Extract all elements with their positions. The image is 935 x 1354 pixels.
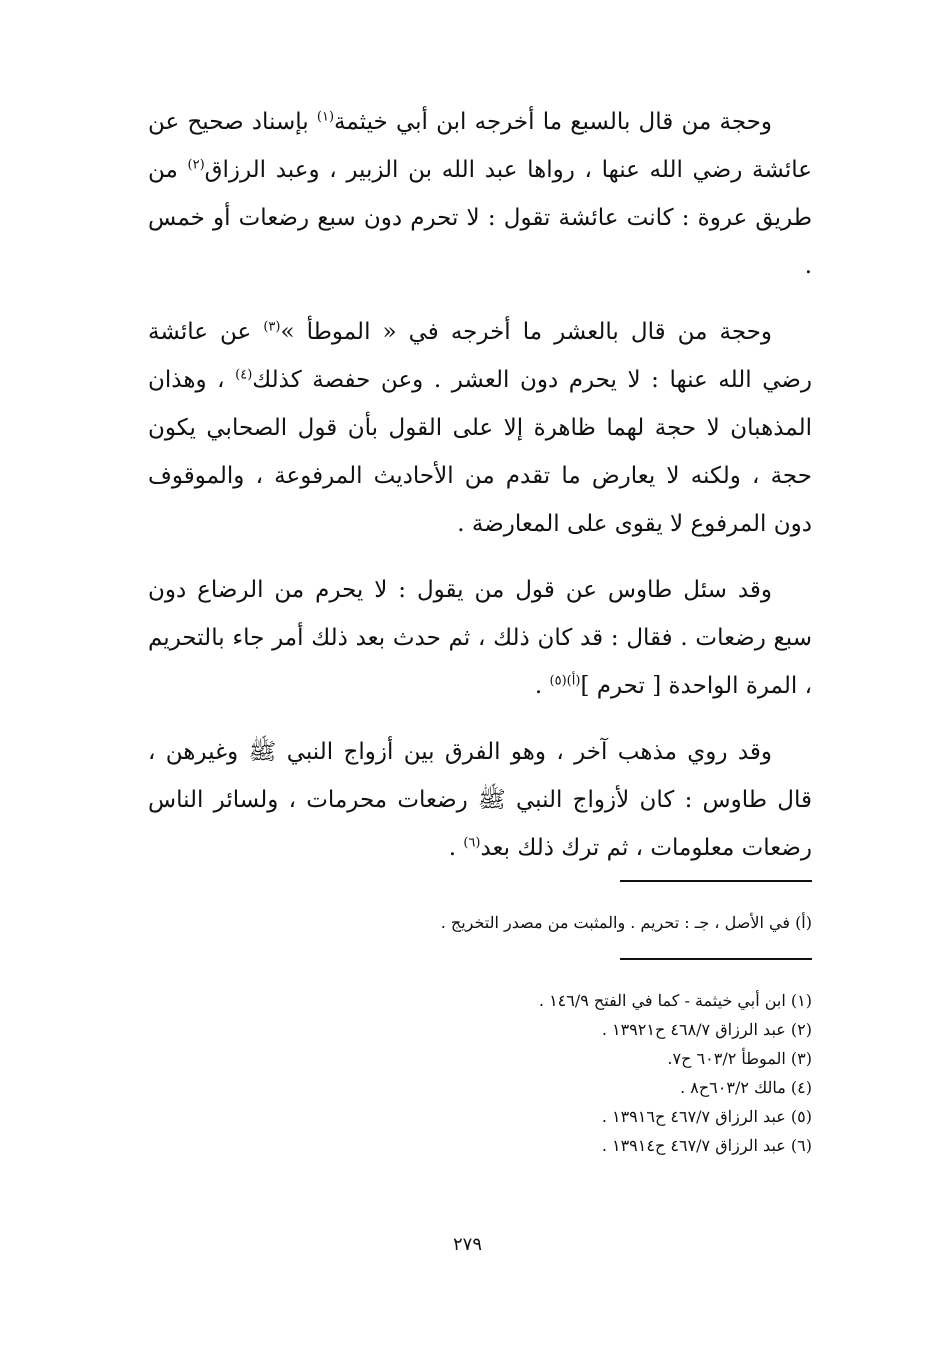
paragraph-text: وحجة من قال بالعشر ما أخرجه في « الموطأ » <box>280 319 772 345</box>
footnote-reference: (٢) <box>187 157 205 173</box>
paragraph-text: . <box>448 835 464 861</box>
footnote-reference: (٣) <box>263 319 281 335</box>
footnote-separator <box>620 880 812 882</box>
paragraph-text: . <box>534 673 550 699</box>
paragraph-text: ، وهذان المذهبان لا حجة لهما ظاهرة إلا على القول بأن قول الصحابي يكون حجة ، ولكنه لا يعارض ما تقدم من الأحاديث المرفوعة ، والموقوف دون المرفوع لا يقوى على المعارضة . <box>148 367 812 537</box>
paragraph-3 <box>148 566 812 710</box>
footnote-reference: (٦) <box>463 835 481 851</box>
paragraph-text: من طريق عروة : كانت عائشة تقول : لا تحرم دون سبع رضعات أو خمس . <box>148 157 812 279</box>
footnote: (٣) الموطأ ٦٠٣/٢ ح٧. <box>667 1049 812 1068</box>
variant-note: (أ) في الأصل ، جـ : تحريم . والمثبت من مصدر التخريج . <box>440 913 812 932</box>
footnote-reference: (٤) <box>235 367 253 383</box>
footnote: (٤) مالك ٦٠٣/٢ح٨ . <box>680 1078 812 1097</box>
paragraph-text: وقد روي مذهب آخر ، وهو الفرق بين أزواج النبي ﷺ وغيرهن ، قال طاوس : كان لأزواج النبي ﷺ رضعات محرمات ، ولسائر الناس رضعات معلومات ، ثم ترك ذلك بعد <box>148 739 812 861</box>
paragraph-1 <box>148 98 812 290</box>
page-number: ٢٧٩ <box>452 1234 482 1255</box>
footnotes-list <box>148 986 812 1160</box>
paragraph-4 <box>148 728 812 872</box>
main-text <box>148 98 812 872</box>
footnote-reference: (١) <box>316 109 335 125</box>
paragraph-text: بإسناد صحيح عن عائشة رضي الله عنها ، رواها عبد الله بن الزبير ، وعبد الرزاق <box>148 109 812 183</box>
footnote-reference: (أ)(٥) <box>549 673 581 689</box>
footnote-separator <box>620 958 812 960</box>
footnote: (١) ابن أبي خيثمة - كما في الفتح ١٤٦/٩ . <box>538 991 812 1010</box>
footnote: (٢) عبد الرزاق ٤٦٨/٧ ح١٣٩٢١ . <box>601 1020 812 1039</box>
paragraph-text: عن عائشة رضي الله عنها : لا يحرم دون العشر . وعن حفصة كذلك <box>148 319 813 393</box>
paragraph-2 <box>148 308 812 548</box>
footnote: (٦) عبد الرزاق ٤٦٧/٧ ح١٣٩١٤ . <box>601 1136 812 1155</box>
footnote: (٥) عبد الرزاق ٤٦٧/٧ ح١٣٩١٦ . <box>601 1107 812 1126</box>
paragraph-text: وقد سئل طاوس عن قول من يقول : لا يحرم من الرضاع دون سبع رضعات . فقال : قد كان ذلك ، ثم حدث بعد ذلك أمر جاء بالتحريم ، المرة الواحدة [ تحرم ] <box>148 577 812 699</box>
paragraph-text: وحجة من قال بالسبع ما أخرجه ابن أبي خيثمة <box>334 109 773 135</box>
